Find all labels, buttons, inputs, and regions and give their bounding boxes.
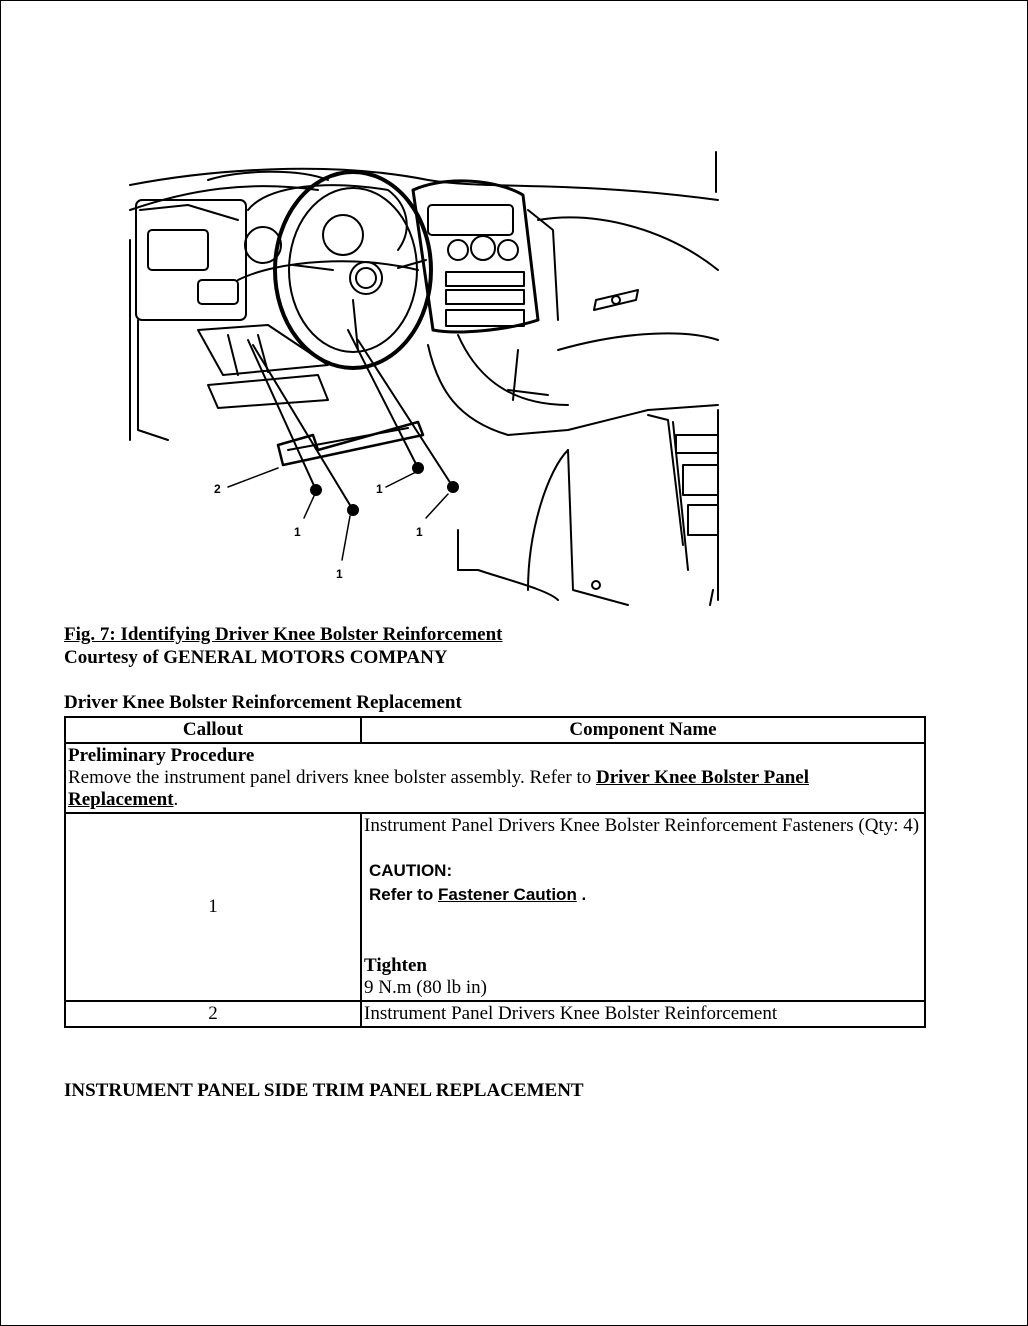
callout-1a: 1 <box>294 525 301 539</box>
table-header-row <box>65 717 925 743</box>
preliminary-cell <box>65 743 925 813</box>
component-name-1: Instrument Panel Drivers Knee Bolster Reinforcement Fasteners (Qty: 4) <box>364 815 920 836</box>
component-cell-1 <box>361 813 925 1001</box>
table-title: Driver Knee Bolster Reinforcement Replacement <box>64 692 462 713</box>
tighten-value: 9 N.m (80 lb in) <box>364 977 487 998</box>
caution-prefix: Refer to <box>369 885 438 904</box>
figure-caption[interactable]: Fig. 7: Identifying Driver Knee Bolster Reinforcement <box>64 624 503 645</box>
callout-1b: 1 <box>336 567 343 581</box>
procedure-table <box>64 716 926 1028</box>
preliminary-text: Remove the instrument panel drivers knee bolster assembly. Refer to <box>68 767 596 788</box>
driver-knee-bolster-panel-link[interactable]: Driver Knee Bolster Panel Replacement <box>68 767 809 810</box>
preliminary-end: . <box>173 789 179 810</box>
callout-cell-2: 2 <box>65 1001 361 1027</box>
table-row <box>65 1001 925 1027</box>
callout-2: 2 <box>214 482 221 496</box>
caution-suffix: . <box>576 885 587 904</box>
fastener-caution-link[interactable]: Fastener Caution <box>437 885 577 904</box>
knee-bolster-illustration <box>128 150 724 606</box>
component-cell-2: Instrument Panel Drivers Knee Bolster Reinforcement <box>361 1001 925 1027</box>
header-component-name: Component Name <box>361 717 925 743</box>
caution-text <box>369 883 922 907</box>
figure-courtesy: Courtesy of GENERAL MOTORS COMPANY <box>64 647 448 668</box>
header-callout: Callout <box>65 717 361 743</box>
caution-block <box>369 859 922 907</box>
next-section-heading: INSTRUMENT PANEL SIDE TRIM PANEL REPLACEMENT <box>64 1080 584 1101</box>
preliminary-row <box>65 743 925 813</box>
preliminary-title: Preliminary Procedure <box>68 745 255 766</box>
callout-cell-1: 1 <box>65 813 361 1001</box>
table-row <box>65 813 925 1001</box>
caution-title: CAUTION: <box>369 861 453 880</box>
callout-1d: 1 <box>416 525 423 539</box>
tighten-title: Tighten <box>364 955 428 976</box>
callout-1c: 1 <box>376 482 383 496</box>
